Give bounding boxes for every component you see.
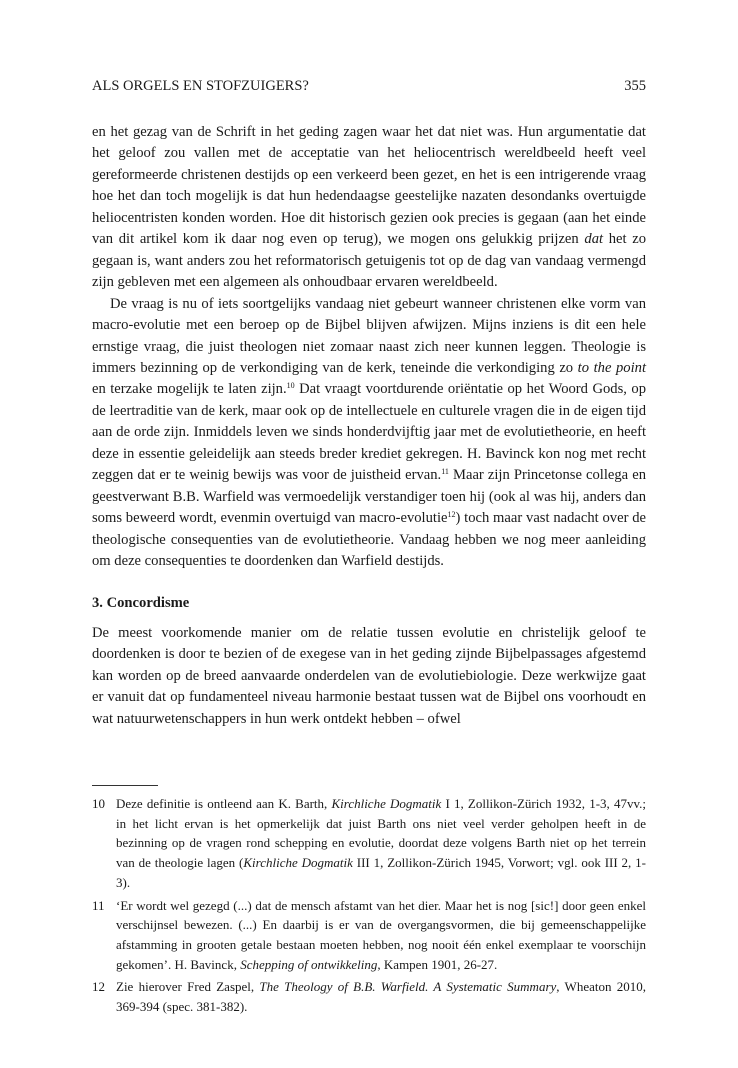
- footnotes: [92, 794, 646, 1020]
- page-number: 355: [624, 78, 646, 94]
- footnote-ref-10[interactable]: 10: [286, 381, 295, 391]
- footnote-12-title: The Theology of B.B. Warfield. A Systematic Summary: [259, 979, 557, 995]
- footnote-text: [116, 896, 646, 975]
- paragraph-2-text-d: Maar zijn Princetonse collega en geestverwant B.B. Warfield was vermoedelijk verstandiger toen hij (ook al was hij, anders dan soms beweerd wordt, evenmin overtuigd van macro-evolutie: [92, 467, 647, 527]
- paragraph-3: De meest voorkomende manier om de relatie tussen evolutie en christelijk geloof te doordenken is door te bezien of de exegese van in het geding zijnde Bijbelpassages afgestemd kan worden op de breed aanvaarde onderdelen van de evolutiebiologie. Deze werkwijze gaat er vanuit dat op fundamenteel niveau harmonie bestaat tussen wat de Bijbel ons voorhoudt en wat natuurwetenschappers in hun werk ontdekt hebben – ofwel: [92, 624, 646, 727]
- footnote-10-text-b: I 1, Zollikon-Zürich 1932, 1-3, 47vv.; in het licht ervan is het opmerkelijk dat juist Barth ons niet veel verder geholpen heeft in de bezinning op de vragen rond schepping en evolutie, doordat deze volgens Barth niet op het terrein van de theologie lagen (: [116, 796, 646, 871]
- footnote-10: [92, 794, 646, 893]
- footnote-12-text-b: , Wheaton 2010, 369-394 (spec. 381-382).: [116, 979, 646, 1015]
- footnote-number: 11: [92, 897, 105, 913]
- paragraph-2-text-e: ) toch maar vast nadacht over de theologische consequenties van de evolutietheorie. Vandaag hebben we nog meer aanleiding om deze consequenties te doordenken dan Warfield destijds.: [92, 510, 646, 570]
- footnote-10-text-c: III 1, Zollikon-Zürich 1945, Vorwort; vgl. ook III 2, 1-3).: [116, 855, 646, 890]
- footnote-number: 10: [92, 796, 105, 811]
- footnote-10-text-a: Deze definitie is ontleend aan K. Barth,: [116, 796, 332, 811]
- footnote-11: [92, 896, 646, 975]
- footnote-ref-11[interactable]: 11: [441, 467, 449, 477]
- footnote-text: [116, 977, 646, 1016]
- running-header: [92, 78, 646, 95]
- paragraph-2-emphasis: to the point: [577, 359, 646, 376]
- running-title: ALS ORGELS EN STOFZUIGERS?: [92, 78, 309, 94]
- paragraph-1: [92, 122, 646, 294]
- footnote-number: 12: [92, 979, 105, 995]
- paragraph-1-emphasis: dat: [584, 231, 604, 248]
- body-text: [92, 122, 646, 730]
- footnote-10-title-2: Kirchliche Dogmatik: [243, 855, 353, 871]
- footnote-11-text-a: ‘Er wordt wel gezegd (...) dat de mensch afstamt van het dier. Maar het is nog [sic!] door geen enkel verschijnsel bewezen. (...) En daarbij is er van de overgangsvormen, die bij gemeenschappelijke afstamming in grooten getale bestaan moeten hebben, nog nooit één enkel exemplaar te voorschijn gekomen’. H. Bavinck,: [116, 897, 646, 972]
- paragraph-2-text-a: De vraag is nu of iets soortgelijks vandaag niet gebeurt wanneer christenen elke vorm van macro-evolutie met een beroep op de Bijbel blijven afwijzen. Mijns inziens is dit een hele ernstige vraag, die juist theologen niet zomaar naast zich neer kunnen leggen. Theologie is immers bezinning op de verkondiging van de kerk, teneinde die verkondiging zo: [92, 295, 646, 376]
- footnote-11-title: Schepping of ontwikkeling: [240, 956, 378, 972]
- paragraph-1-text-b: het zo gegaan is, want anders zou het reformatorisch getuigenis tot op de dag van vandaag vermengd zijn gebleven met een algemeen als onhoudbaar ervaren wereldbeeld.: [92, 231, 646, 291]
- footnote-11-text-b: , Kampen 1901, 26-27.: [377, 956, 498, 972]
- footnote-divider: [92, 785, 158, 786]
- footnote-ref-12[interactable]: 12: [447, 510, 456, 520]
- paragraph-1-text-a: en het gezag van de Schrift in het geding zagen waar het dat niet was. Hun argumentatie dat het geloof zou vallen met de acceptatie van het heliocentrisch wereldbeeld heeft veel gereformeerde christenen destijds op een verkeerd been gezet, en het is een intrigerende vraag hoe het dan toch mogelijk is dat hun hedendaagse geestelijke nazaten desondanks overtuigde heliocentristen konden worden. Hoe dit historisch gezien ook precies is gegaan (aan het einde van dit artikel kom ik daar nog even op terug), we mogen ons gelukkig prijzen: [92, 124, 646, 248]
- footnote-12: [92, 977, 646, 1016]
- paragraph-2-text-c: Dat vraagt voortdurende oriëntatie op het Woord Gods, op de leertraditie van de kerk, maar ook op de intellectuele en culturele vragen die in de eigen tijd aan de orde zijn. Inmiddels leven we sinds honderdvijftig jaar met de evolutietheorie, en heeft deze in essentie geleidelijk aan steeds breder krediet gekregen. H. Bavinck kon nog met recht zeggen dat er te weinig bewijs was voor de juistheid ervan.: [92, 381, 646, 484]
- footnote-text: [116, 794, 646, 893]
- section-heading: 3. Concordisme: [92, 594, 190, 611]
- footnote-12-text-a: Zie hierover Fred Zaspel,: [116, 979, 260, 995]
- paragraph-2-text-b: en terzake mogelijk te laten zijn.: [92, 381, 287, 398]
- footnote-10-title-1: Kirchliche Dogmatik: [331, 796, 442, 811]
- paragraph-2: [92, 294, 646, 573]
